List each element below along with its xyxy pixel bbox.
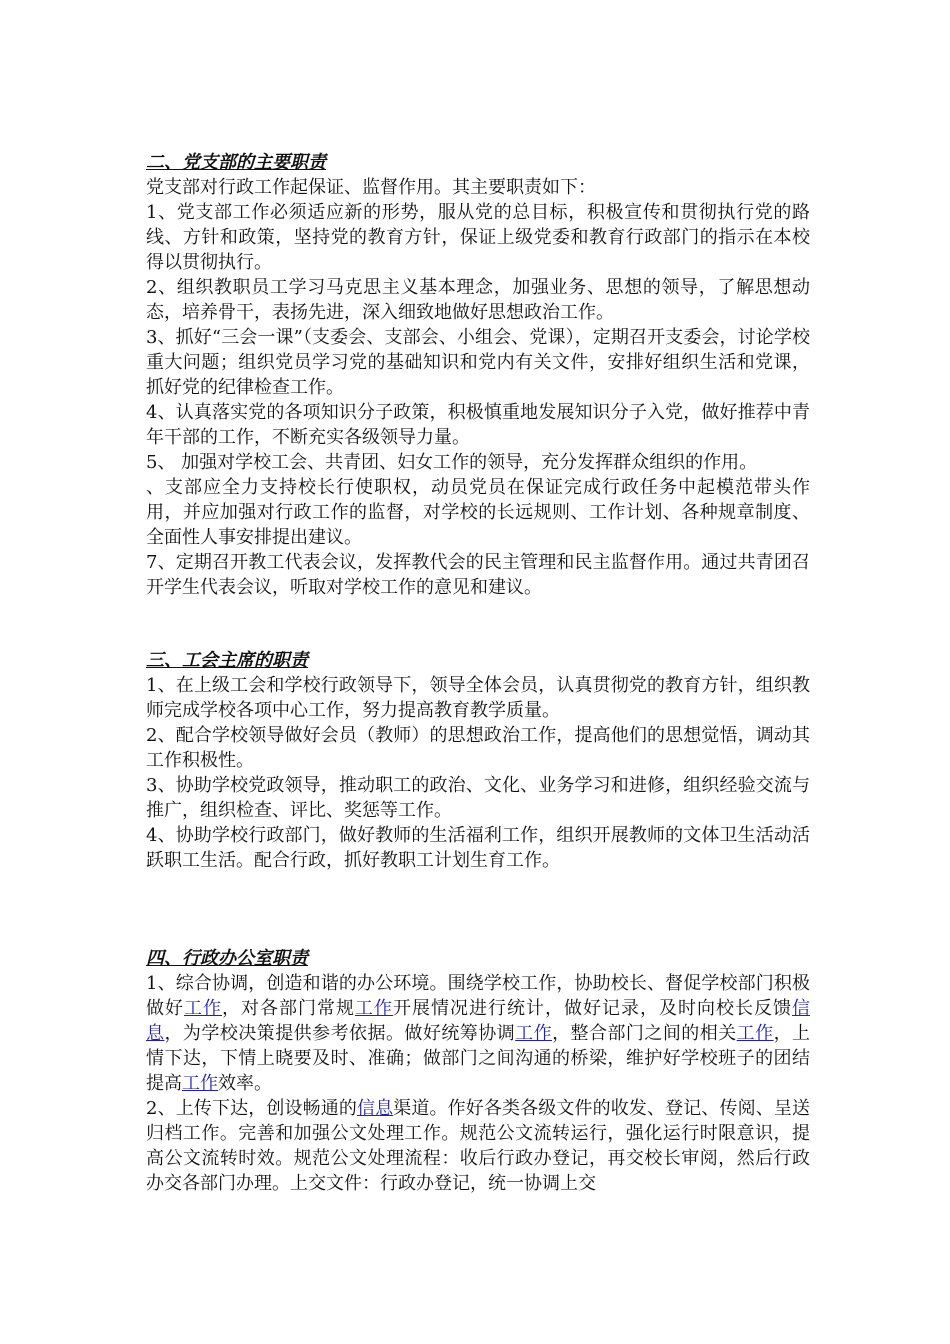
link-work[interactable]: 工作	[736, 1023, 774, 1044]
link-information[interactable]: 信息	[356, 1098, 394, 1119]
paragraph: 3、协助学校党政领导，推动职工的政治、文化、业务学习和进修，组织经验交流与推广，组织检查、评比、奖惩等工作。	[146, 775, 810, 821]
text: ，为学校决策提供参考依据。做好统筹协调	[164, 1023, 516, 1044]
section-heading: 四、行政办公室职责	[146, 948, 308, 969]
text: ，整合部门之间的相关	[552, 1023, 737, 1044]
paragraph: 5、 加强对学校工会、共青团、妇女工作的领导，充分发挥群众组织的作用。	[146, 452, 758, 473]
paragraph: 2、配合学校领导做好会员（教师）的思想政治工作，提高他们的思想觉悟，调动其工作积极性。	[146, 725, 810, 771]
link-information[interactable]: 信息	[146, 998, 810, 1044]
link-work[interactable]: 工作	[184, 998, 222, 1019]
paragraph: 4、协助学校行政部门，做好教师的生活福利工作，组织开展教师的文体卫生活动活跃职工生活。配合行政，抓好教职工计划生育工作。	[146, 825, 810, 871]
paragraph: 1、在上级工会和学校行政领导下，领导全体会员，认真贯彻党的教育方针，组织教师完成学校各项中心工作，努力提高教育教学质量。	[146, 675, 810, 721]
link-work[interactable]: 工作	[182, 1073, 218, 1094]
text: ，对各部门常规	[222, 998, 355, 1019]
section-heading: 二、党支部的主要职责	[146, 152, 326, 173]
paragraph: 1、党支部工作必须适应新的形势，服从党的总目标，积极宣传和贯彻执行党的路线、方针和政策，坚持党的教育方针，保证上级党委和教育行政部门的指示在本校得以贯彻执行。	[146, 202, 810, 273]
section-admin-office-duties	[146, 946, 810, 1196]
paragraph: 3、抓好“三会一课”（支委会、支部会、小组会、党课），定期召开支委会，讨论学校重大问题；组织党员学习党的基础知识和党内有关文件，安排好组织生活和党课，抓好党的纪律检查工作。	[146, 327, 810, 398]
paragraph: 7、定期召开教工代表会议，发挥教代会的民主管理和民主监督作用。通过共青团召开学生代表会议，听取对学校工作的意见和建议。	[146, 552, 810, 598]
paragraph	[146, 1096, 810, 1196]
section-heading: 三、工会主席的职责	[146, 650, 308, 671]
text: 开展情况进行统计，做好记录，及时向校长反馈	[393, 998, 792, 1019]
text: 2、上传下达，创设畅通的	[146, 1098, 357, 1119]
text: 1、综合协调，创造和谐的办公环境。围绕学校工作，协助校长、督促学校部门积极做好	[146, 973, 810, 1019]
paragraph: 、支部应全力支持校长行使职权，动员党员在保证完成行政任务中起模范带头作用，并应加强对行政工作的监督，对学校的长远规则、工作计划、各种规章制度、全面性人事安排提出建议。	[146, 477, 810, 548]
paragraph: 4、认真落实党的各项知识分子政策，积极慎重地发展知识分子入党，做好推荐中青年干部的工作，不断充实各级领导力量。	[146, 402, 810, 448]
text: 效率。	[218, 1073, 272, 1094]
paragraph: 党支部对行政工作起保证、监督作用。其主要职责如下：	[146, 177, 596, 198]
section-union-chair-duties	[146, 648, 810, 873]
text: ，上情下达，下情上晓要及时、准确；做部门之间沟通的桥梁，维护好学校班子的团结提高	[146, 1023, 811, 1094]
paragraph	[146, 971, 810, 1096]
link-work[interactable]: 工作	[355, 998, 393, 1019]
text: 渠道。作好各类各级文件的收发、登记、传阅、呈送归档工作。完善和加强公文处理工作。规范公文流转运行，强化运行时限意识，提高公文流转时效。规范公文处理流程：收后行政办登记，再交校长审阅，然后行政办交各部门办理。上交文件：行政办登记，统一协调上交	[146, 1098, 811, 1194]
section-party-branch-duties	[146, 150, 810, 600]
link-work[interactable]: 工作	[515, 1023, 553, 1044]
paragraph: 2、组织教职员工学习马克思主义基本理念，加强业务、思想的领导，了解思想动态，培养骨干，表扬先进，深入细致地做好思想政治工作。	[146, 277, 810, 323]
